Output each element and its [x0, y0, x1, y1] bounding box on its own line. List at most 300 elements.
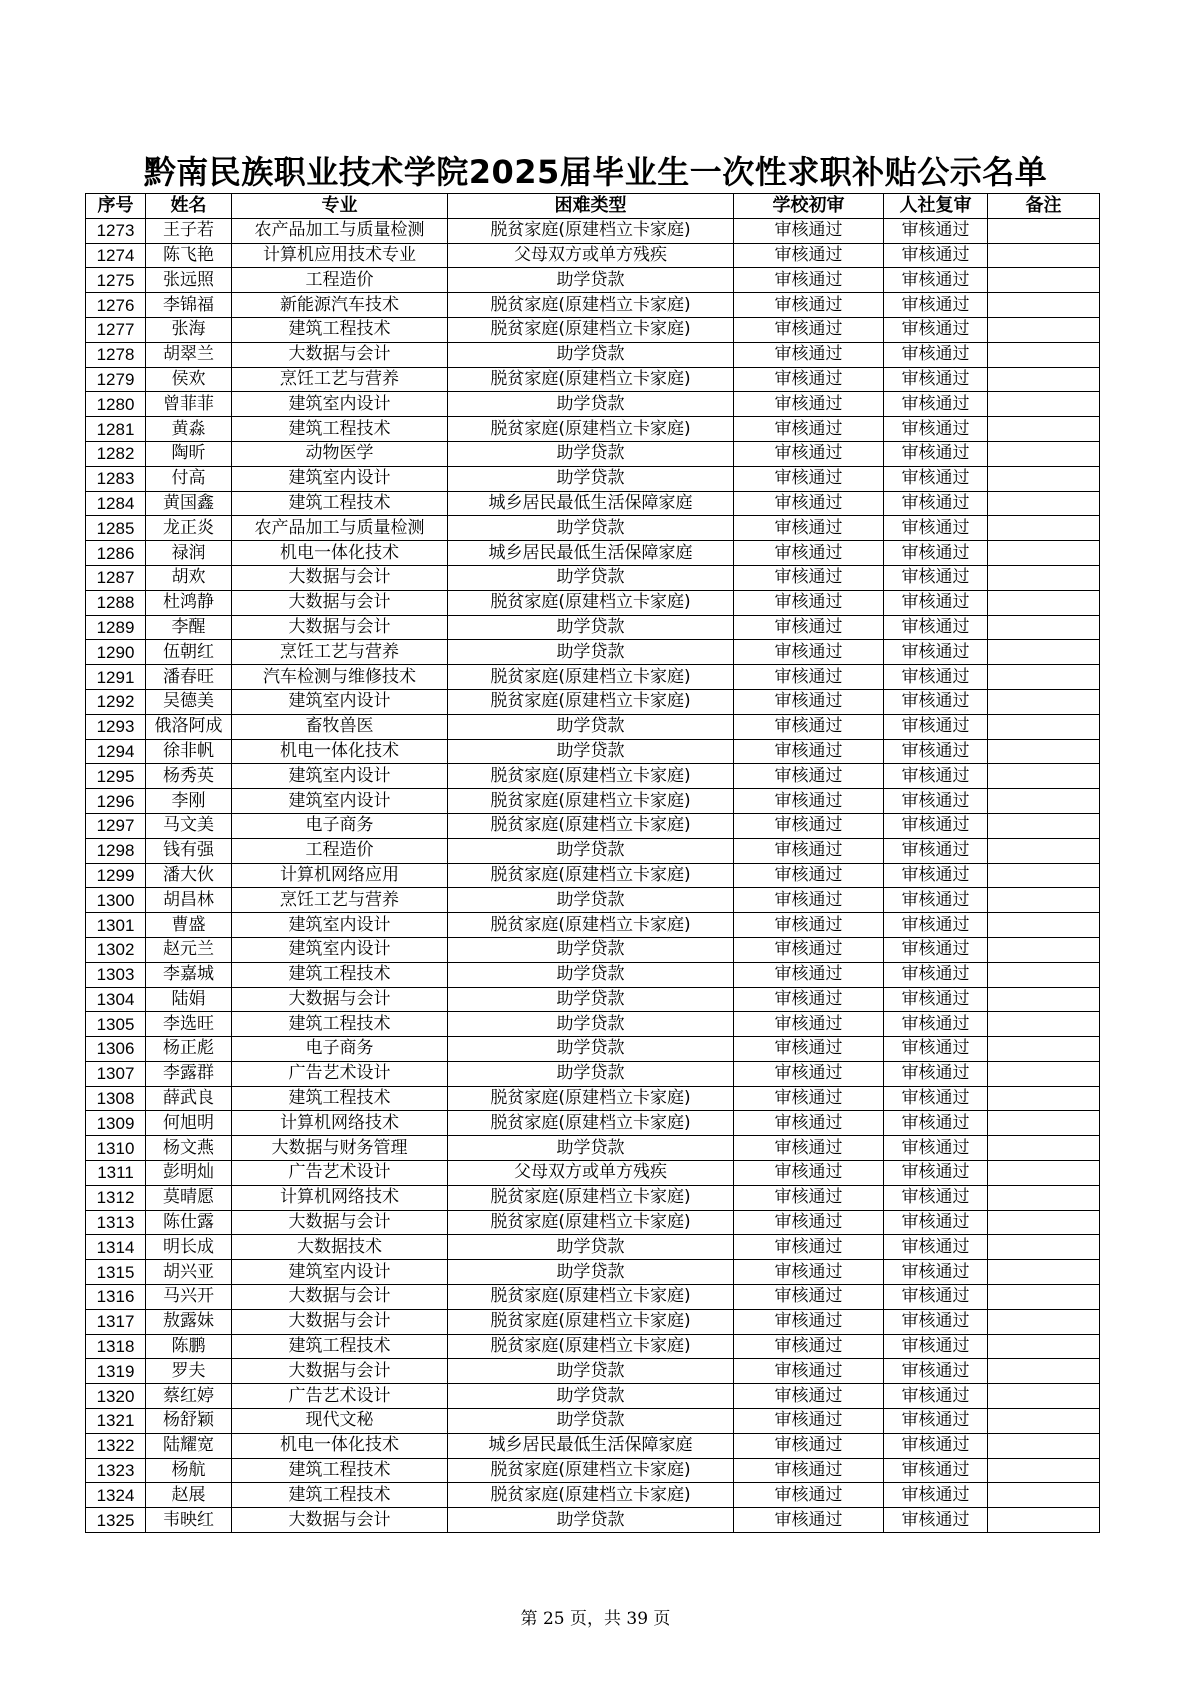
cell-name: 钱有强 [146, 838, 232, 863]
table-row [86, 689, 1100, 714]
table-row [86, 1185, 1100, 1210]
cell-hardship-type: 脱贫家庭(原建档立卡家庭) [448, 293, 734, 318]
cell-hardship-type: 助学贷款 [448, 1012, 734, 1037]
cell-name: 胡兴亚 [146, 1260, 232, 1285]
cell-major: 大数据与会计 [232, 1285, 448, 1310]
cell-major: 工程造价 [232, 268, 448, 293]
cell-hardship-type: 脱贫家庭(原建档立卡家庭) [448, 863, 734, 888]
cell-major: 计算机网络应用 [232, 863, 448, 888]
cell-seq: 1280 [86, 392, 146, 417]
cell-major: 建筑室内设计 [232, 937, 448, 962]
cell-hr-review: 审核通过 [884, 714, 988, 739]
cell-hardship-type: 脱贫家庭(原建档立卡家庭) [448, 1309, 734, 1334]
cell-major: 汽车检测与维修技术 [232, 665, 448, 690]
table-row [86, 1483, 1100, 1508]
table-row [86, 565, 1100, 590]
table-row [86, 1384, 1100, 1409]
cell-remarks [988, 590, 1100, 615]
cell-name: 曹盛 [146, 913, 232, 938]
cell-name: 李嘉城 [146, 962, 232, 987]
table-row [86, 937, 1100, 962]
cell-remarks [988, 417, 1100, 442]
cell-major: 烹饪工艺与营养 [232, 640, 448, 665]
cell-major: 建筑室内设计 [232, 1260, 448, 1285]
cell-remarks [988, 516, 1100, 541]
cell-hardship-type: 助学贷款 [448, 1235, 734, 1260]
table-row [86, 417, 1100, 442]
cell-major: 电子商务 [232, 1037, 448, 1062]
cell-hr-review: 审核通过 [884, 1012, 988, 1037]
cell-name: 黄淼 [146, 417, 232, 442]
cell-hr-review: 审核通过 [884, 689, 988, 714]
cell-hardship-type: 脱贫家庭(原建档立卡家庭) [448, 1185, 734, 1210]
cell-seq: 1312 [86, 1185, 146, 1210]
cell-major: 大数据与会计 [232, 1508, 448, 1533]
cell-major: 建筑工程技术 [232, 1086, 448, 1111]
cell-major: 机电一体化技术 [232, 1433, 448, 1458]
cell-seq: 1316 [86, 1285, 146, 1310]
cell-school-review: 审核通过 [734, 863, 884, 888]
cell-major: 大数据与会计 [232, 987, 448, 1012]
cell-name: 吴德美 [146, 689, 232, 714]
cell-remarks [988, 293, 1100, 318]
cell-school-review: 审核通过 [734, 1285, 884, 1310]
cell-school-review: 审核通过 [734, 268, 884, 293]
cell-school-review: 审核通过 [734, 1409, 884, 1434]
cell-remarks [988, 714, 1100, 739]
cell-hardship-type: 助学贷款 [448, 987, 734, 1012]
header-seq: 序号 [86, 194, 146, 219]
cell-hr-review: 审核通过 [884, 367, 988, 392]
table-row [86, 1458, 1100, 1483]
cell-remarks [988, 640, 1100, 665]
cell-name: 陆娟 [146, 987, 232, 1012]
cell-school-review: 审核通过 [734, 764, 884, 789]
cell-school-review: 审核通过 [734, 665, 884, 690]
cell-hr-review: 审核通过 [884, 218, 988, 243]
cell-remarks [988, 789, 1100, 814]
cell-hr-review: 审核通过 [884, 615, 988, 640]
table-row [86, 243, 1100, 268]
cell-major: 建筑室内设计 [232, 789, 448, 814]
cell-school-review: 审核通过 [734, 392, 884, 417]
cell-school-review: 审核通过 [734, 813, 884, 838]
cell-hr-review: 审核通过 [884, 565, 988, 590]
cell-hr-review: 审核通过 [884, 491, 988, 516]
cell-seq: 1289 [86, 615, 146, 640]
cell-remarks [988, 1037, 1100, 1062]
cell-school-review: 审核通过 [734, 1260, 884, 1285]
cell-hardship-type: 父母双方或单方残疾 [448, 1161, 734, 1186]
cell-major: 大数据与会计 [232, 590, 448, 615]
cell-seq: 1325 [86, 1508, 146, 1533]
cell-major: 烹饪工艺与营养 [232, 888, 448, 913]
cell-name: 杨航 [146, 1458, 232, 1483]
header-hardship-type: 困难类型 [448, 194, 734, 219]
table-row [86, 1037, 1100, 1062]
cell-school-review: 审核通过 [734, 689, 884, 714]
header-school-review: 学校初审 [734, 194, 884, 219]
cell-school-review: 审核通过 [734, 342, 884, 367]
cell-remarks [988, 913, 1100, 938]
table-row [86, 218, 1100, 243]
cell-name: 胡昌林 [146, 888, 232, 913]
cell-hr-review: 审核通过 [884, 764, 988, 789]
cell-major: 建筑室内设计 [232, 466, 448, 491]
cell-hr-review: 审核通过 [884, 1483, 988, 1508]
cell-name: 胡翠兰 [146, 342, 232, 367]
cell-school-review: 审核通过 [734, 1458, 884, 1483]
cell-hr-review: 审核通过 [884, 962, 988, 987]
cell-hardship-type: 脱贫家庭(原建档立卡家庭) [448, 764, 734, 789]
cell-hardship-type: 父母双方或单方残疾 [448, 243, 734, 268]
cell-hr-review: 审核通过 [884, 739, 988, 764]
cell-name: 张远照 [146, 268, 232, 293]
cell-remarks [988, 1508, 1100, 1533]
cell-school-review: 审核通过 [734, 293, 884, 318]
cell-seq: 1321 [86, 1409, 146, 1434]
cell-hardship-type: 脱贫家庭(原建档立卡家庭) [448, 218, 734, 243]
cell-seq: 1317 [86, 1309, 146, 1334]
cell-major: 广告艺术设计 [232, 1161, 448, 1186]
cell-hardship-type: 助学贷款 [448, 1037, 734, 1062]
table-row [86, 813, 1100, 838]
cell-name: 王子若 [146, 218, 232, 243]
cell-hr-review: 审核通过 [884, 1508, 988, 1533]
cell-remarks [988, 1161, 1100, 1186]
cell-hardship-type: 脱贫家庭(原建档立卡家庭) [448, 789, 734, 814]
cell-school-review: 审核通过 [734, 640, 884, 665]
cell-school-review: 审核通过 [734, 1359, 884, 1384]
cell-hr-review: 审核通过 [884, 243, 988, 268]
cell-school-review: 审核通过 [734, 466, 884, 491]
cell-hardship-type: 脱贫家庭(原建档立卡家庭) [448, 813, 734, 838]
cell-hardship-type: 助学贷款 [448, 640, 734, 665]
cell-major: 建筑工程技术 [232, 1012, 448, 1037]
cell-remarks [988, 1185, 1100, 1210]
cell-hardship-type: 脱贫家庭(原建档立卡家庭) [448, 417, 734, 442]
cell-name: 徐非帆 [146, 739, 232, 764]
cell-hardship-type: 助学贷款 [448, 466, 734, 491]
cell-remarks [988, 962, 1100, 987]
cell-seq: 1291 [86, 665, 146, 690]
cell-hardship-type: 助学贷款 [448, 441, 734, 466]
cell-school-review: 审核通过 [734, 218, 884, 243]
table-row [86, 789, 1100, 814]
table-row [86, 541, 1100, 566]
header-remarks: 备注 [988, 194, 1100, 219]
cell-seq: 1292 [86, 689, 146, 714]
cell-seq: 1290 [86, 640, 146, 665]
cell-major: 畜牧兽医 [232, 714, 448, 739]
cell-seq: 1287 [86, 565, 146, 590]
cell-hardship-type: 助学贷款 [448, 1136, 734, 1161]
cell-school-review: 审核通过 [734, 838, 884, 863]
cell-hardship-type: 助学贷款 [448, 962, 734, 987]
table-row [86, 863, 1100, 888]
table-row [86, 739, 1100, 764]
cell-major: 建筑工程技术 [232, 491, 448, 516]
cell-school-review: 审核通过 [734, 1309, 884, 1334]
table-row [86, 590, 1100, 615]
cell-hr-review: 审核通过 [884, 293, 988, 318]
cell-hr-review: 审核通过 [884, 1334, 988, 1359]
cell-name: 杨秀英 [146, 764, 232, 789]
cell-major: 大数据与财务管理 [232, 1136, 448, 1161]
cell-seq: 1320 [86, 1384, 146, 1409]
cell-remarks [988, 392, 1100, 417]
cell-hardship-type: 脱贫家庭(原建档立卡家庭) [448, 1285, 734, 1310]
cell-school-review: 审核通过 [734, 565, 884, 590]
cell-seq: 1295 [86, 764, 146, 789]
header-major: 专业 [232, 194, 448, 219]
cell-hardship-type: 脱贫家庭(原建档立卡家庭) [448, 1086, 734, 1111]
cell-seq: 1282 [86, 441, 146, 466]
cell-hardship-type: 脱贫家庭(原建档立卡家庭) [448, 1111, 734, 1136]
cell-name: 陶昕 [146, 441, 232, 466]
cell-hardship-type: 助学贷款 [448, 268, 734, 293]
cell-school-review: 审核通过 [734, 1483, 884, 1508]
cell-hardship-type: 助学贷款 [448, 1508, 734, 1533]
cell-school-review: 审核通过 [734, 913, 884, 938]
cell-major: 计算机应用技术专业 [232, 243, 448, 268]
cell-seq: 1297 [86, 813, 146, 838]
cell-hr-review: 审核通过 [884, 987, 988, 1012]
document-title: 黔南民族职业技术学院2025届毕业生一次性求职补贴公示名单 [143, 153, 1048, 191]
cell-remarks [988, 1210, 1100, 1235]
cell-major: 大数据与会计 [232, 1359, 448, 1384]
cell-major: 建筑室内设计 [232, 392, 448, 417]
cell-name: 何旭明 [146, 1111, 232, 1136]
table-row [86, 764, 1100, 789]
cell-major: 农产品加工与质量检测 [232, 218, 448, 243]
cell-hr-review: 审核通过 [884, 417, 988, 442]
cell-hr-review: 审核通过 [884, 1086, 988, 1111]
cell-hardship-type: 助学贷款 [448, 1260, 734, 1285]
cell-name: 曾菲菲 [146, 392, 232, 417]
table-row [86, 1285, 1100, 1310]
cell-school-review: 审核通过 [734, 987, 884, 1012]
cell-major: 烹饪工艺与营养 [232, 367, 448, 392]
cell-hardship-type: 助学贷款 [448, 565, 734, 590]
cell-hardship-type: 脱贫家庭(原建档立卡家庭) [448, 367, 734, 392]
cell-seq: 1306 [86, 1037, 146, 1062]
cell-name: 杨文燕 [146, 1136, 232, 1161]
table-body [86, 218, 1100, 1532]
cell-major: 建筑室内设计 [232, 764, 448, 789]
cell-name: 陈鹏 [146, 1334, 232, 1359]
cell-seq: 1274 [86, 243, 146, 268]
cell-remarks [988, 937, 1100, 962]
cell-seq: 1300 [86, 888, 146, 913]
table-row [86, 367, 1100, 392]
cell-remarks [988, 1285, 1100, 1310]
cell-hr-review: 审核通过 [884, 1111, 988, 1136]
cell-seq: 1305 [86, 1012, 146, 1037]
cell-hardship-type: 脱贫家庭(原建档立卡家庭) [448, 1334, 734, 1359]
cell-hardship-type: 助学贷款 [448, 1409, 734, 1434]
cell-hardship-type: 助学贷款 [448, 1061, 734, 1086]
cell-major: 动物医学 [232, 441, 448, 466]
cell-hr-review: 审核通过 [884, 1260, 988, 1285]
page-footer: 第 25 页，共 39 页 [520, 1609, 671, 1629]
table-row [86, 1260, 1100, 1285]
cell-seq: 1318 [86, 1334, 146, 1359]
table-row [86, 342, 1100, 367]
cell-name: 李露群 [146, 1061, 232, 1086]
cell-seq: 1281 [86, 417, 146, 442]
cell-name: 付高 [146, 466, 232, 491]
cell-hr-review: 审核通过 [884, 317, 988, 342]
table-row [86, 293, 1100, 318]
table-row [86, 491, 1100, 516]
cell-school-review: 审核通过 [734, 1161, 884, 1186]
cell-seq: 1311 [86, 1161, 146, 1186]
cell-school-review: 审核通过 [734, 1136, 884, 1161]
cell-hardship-type: 助学贷款 [448, 838, 734, 863]
table-row [86, 1161, 1100, 1186]
cell-major: 建筑室内设计 [232, 913, 448, 938]
cell-remarks [988, 888, 1100, 913]
cell-major: 新能源汽车技术 [232, 293, 448, 318]
cell-major: 计算机网络技术 [232, 1111, 448, 1136]
cell-seq: 1324 [86, 1483, 146, 1508]
cell-school-review: 审核通过 [734, 1185, 884, 1210]
cell-remarks [988, 243, 1100, 268]
cell-seq: 1301 [86, 913, 146, 938]
cell-name: 赵展 [146, 1483, 232, 1508]
cell-major: 大数据与会计 [232, 615, 448, 640]
header-hr-review: 人社复审 [884, 194, 988, 219]
cell-hardship-type: 脱贫家庭(原建档立卡家庭) [448, 1483, 734, 1508]
cell-hr-review: 审核通过 [884, 1285, 988, 1310]
cell-remarks [988, 1334, 1100, 1359]
cell-hr-review: 审核通过 [884, 1384, 988, 1409]
cell-major: 广告艺术设计 [232, 1384, 448, 1409]
cell-hr-review: 审核通过 [884, 1309, 988, 1334]
cell-name: 明长成 [146, 1235, 232, 1260]
cell-name: 杨正彪 [146, 1037, 232, 1062]
cell-remarks [988, 739, 1100, 764]
cell-school-review: 审核通过 [734, 714, 884, 739]
cell-hardship-type: 助学贷款 [448, 392, 734, 417]
cell-hr-review: 审核通过 [884, 541, 988, 566]
cell-hardship-type: 助学贷款 [448, 888, 734, 913]
cell-seq: 1304 [86, 987, 146, 1012]
cell-hr-review: 审核通过 [884, 1210, 988, 1235]
table-row [86, 1111, 1100, 1136]
cell-major: 大数据与会计 [232, 565, 448, 590]
cell-name: 杨舒颖 [146, 1409, 232, 1434]
cell-school-review: 审核通过 [734, 367, 884, 392]
cell-school-review: 审核通过 [734, 243, 884, 268]
cell-remarks [988, 1111, 1100, 1136]
table-row [86, 317, 1100, 342]
table-row [86, 1508, 1100, 1533]
cell-hardship-type: 城乡居民最低生活保障家庭 [448, 1433, 734, 1458]
table-row [86, 1309, 1100, 1334]
cell-remarks [988, 1061, 1100, 1086]
table-row [86, 838, 1100, 863]
table-row [86, 987, 1100, 1012]
cell-remarks [988, 615, 1100, 640]
cell-hr-review: 审核通过 [884, 590, 988, 615]
table-row [86, 1409, 1100, 1434]
cell-school-review: 审核通过 [734, 1210, 884, 1235]
cell-name: 陈仕露 [146, 1210, 232, 1235]
cell-hardship-type: 脱贫家庭(原建档立卡家庭) [448, 1458, 734, 1483]
cell-hardship-type: 助学贷款 [448, 615, 734, 640]
cell-name: 胡欢 [146, 565, 232, 590]
cell-remarks [988, 987, 1100, 1012]
cell-name: 禄润 [146, 541, 232, 566]
cell-hr-review: 审核通过 [884, 1409, 988, 1434]
cell-seq: 1303 [86, 962, 146, 987]
cell-seq: 1288 [86, 590, 146, 615]
cell-seq: 1273 [86, 218, 146, 243]
cell-major: 现代文秘 [232, 1409, 448, 1434]
cell-name: 赵元兰 [146, 937, 232, 962]
cell-seq: 1277 [86, 317, 146, 342]
cell-school-review: 审核通过 [734, 739, 884, 764]
cell-seq: 1296 [86, 789, 146, 814]
cell-name: 黄国鑫 [146, 491, 232, 516]
table-row [86, 1136, 1100, 1161]
cell-seq: 1313 [86, 1210, 146, 1235]
cell-hr-review: 审核通过 [884, 665, 988, 690]
table-row [86, 1012, 1100, 1037]
cell-name: 马兴开 [146, 1285, 232, 1310]
cell-school-review: 审核通过 [734, 615, 884, 640]
table-row [86, 913, 1100, 938]
cell-hr-review: 审核通过 [884, 838, 988, 863]
cell-school-review: 审核通过 [734, 317, 884, 342]
table-row [86, 268, 1100, 293]
cell-hr-review: 审核通过 [884, 1061, 988, 1086]
table-row [86, 392, 1100, 417]
cell-hardship-type: 脱贫家庭(原建档立卡家庭) [448, 689, 734, 714]
cell-major: 电子商务 [232, 813, 448, 838]
cell-major: 建筑工程技术 [232, 962, 448, 987]
cell-hr-review: 审核通过 [884, 1161, 988, 1186]
cell-name: 李醒 [146, 615, 232, 640]
table-row [86, 615, 1100, 640]
cell-name: 陈飞艳 [146, 243, 232, 268]
cell-major: 大数据技术 [232, 1235, 448, 1260]
cell-major: 建筑工程技术 [232, 1483, 448, 1508]
cell-hardship-type: 助学贷款 [448, 714, 734, 739]
cell-remarks [988, 838, 1100, 863]
cell-name: 韦映红 [146, 1508, 232, 1533]
cell-remarks [988, 367, 1100, 392]
cell-name: 敖露妹 [146, 1309, 232, 1334]
cell-seq: 1308 [86, 1086, 146, 1111]
cell-hr-review: 审核通过 [884, 441, 988, 466]
cell-hr-review: 审核通过 [884, 1185, 988, 1210]
cell-school-review: 审核通过 [734, 1061, 884, 1086]
table-row [86, 466, 1100, 491]
cell-hr-review: 审核通过 [884, 392, 988, 417]
cell-hardship-type: 脱贫家庭(原建档立卡家庭) [448, 1210, 734, 1235]
cell-hr-review: 审核通过 [884, 888, 988, 913]
cell-remarks [988, 1012, 1100, 1037]
cell-hardship-type: 脱贫家庭(原建档立卡家庭) [448, 665, 734, 690]
header-name: 姓名 [146, 194, 232, 219]
table-row [86, 962, 1100, 987]
cell-major: 建筑室内设计 [232, 689, 448, 714]
cell-seq: 1319 [86, 1359, 146, 1384]
cell-hardship-type: 助学贷款 [448, 1384, 734, 1409]
